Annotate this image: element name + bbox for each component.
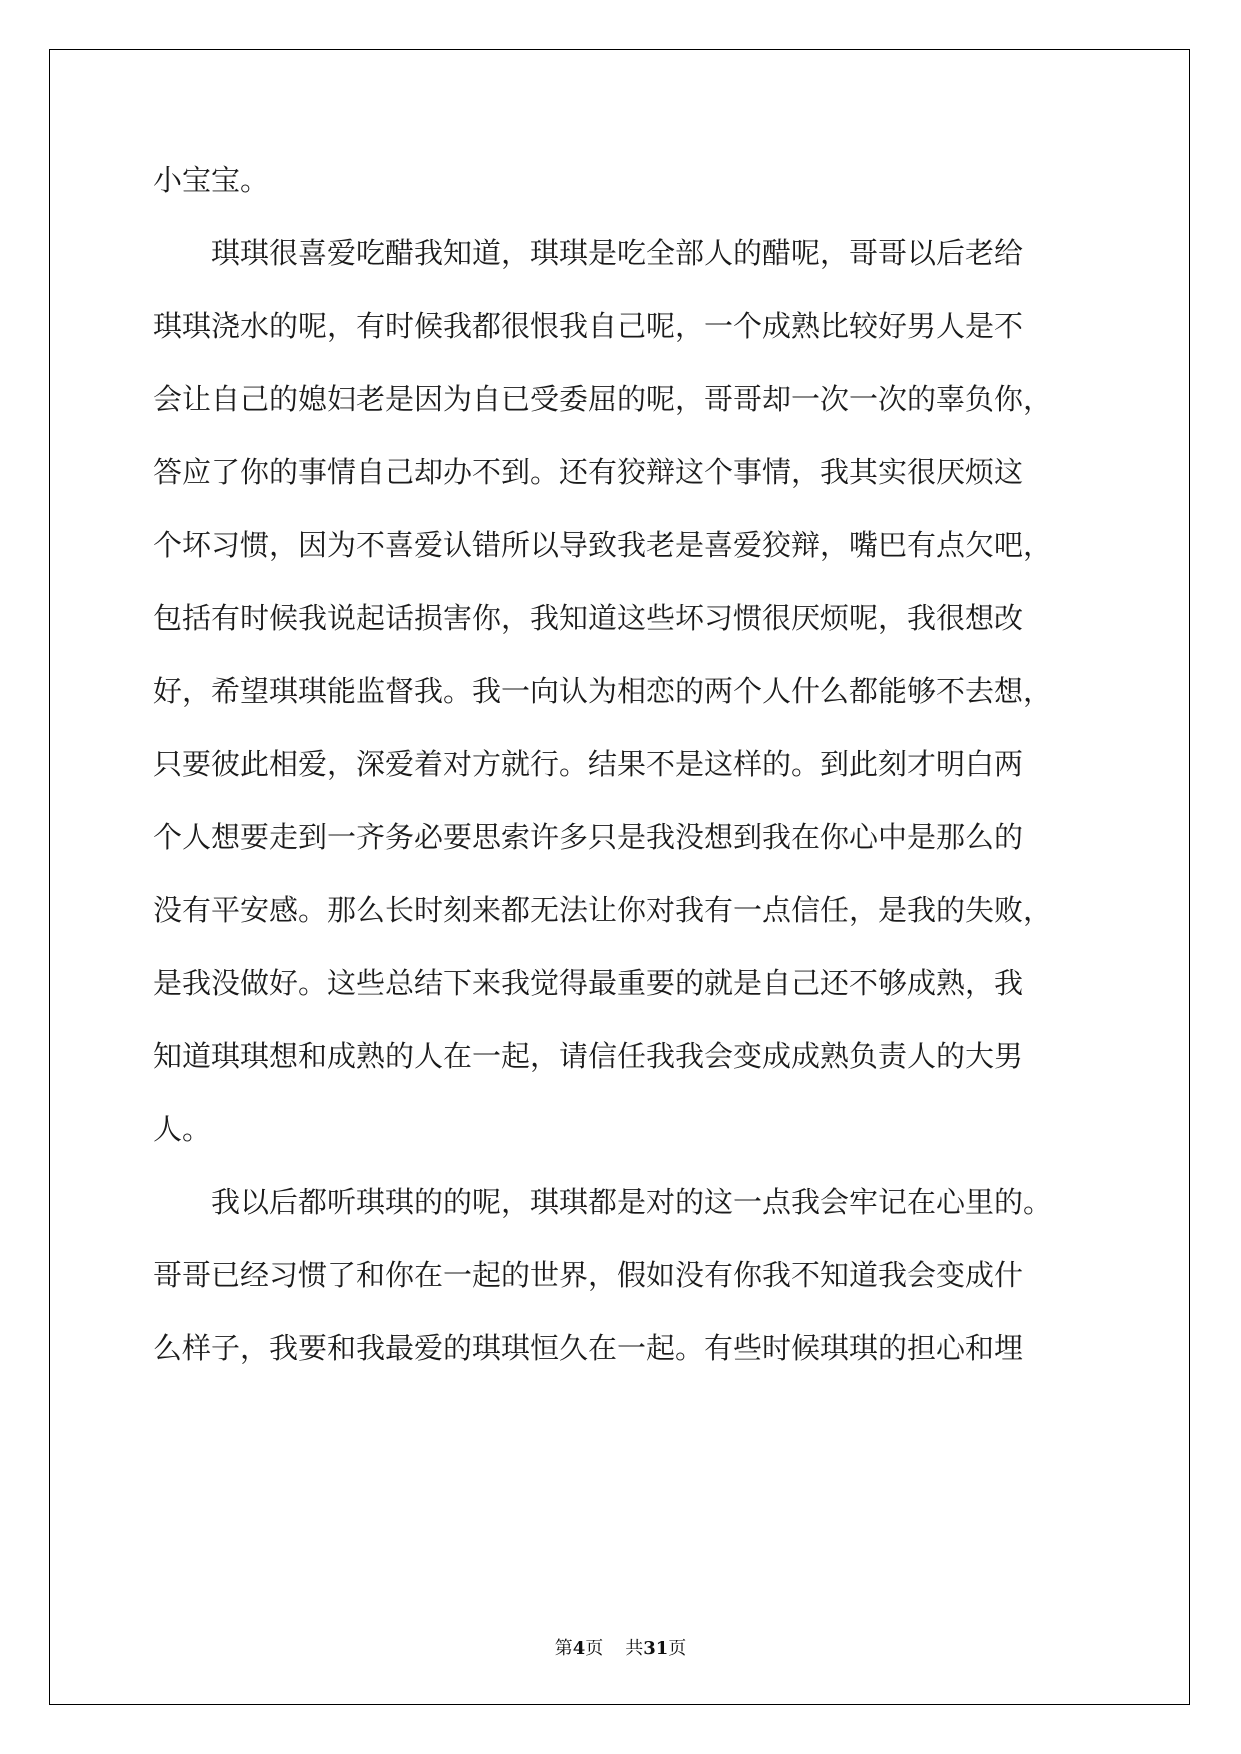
text-line: 没有平安感。那么长时刻来都无法让你对我有一点信任，是我的失败， <box>153 893 1053 927</box>
page-prefix: 第 <box>554 1638 573 1659</box>
page-suffix: 页 <box>585 1638 604 1659</box>
page-border <box>49 49 1190 1705</box>
text-line: 是我没做好。这些总结下来我觉得最重要的就是自己还不够成熟，我 <box>153 966 1024 1000</box>
text-line: 包括有时候我说起话损害你，我知道这些坏习惯很厌烦呢，我很想改 <box>153 601 1024 635</box>
text-line: 琪琪很喜爱吃醋我知道，琪琪是吃全部人的醋呢，哥哥以后老给 <box>211 236 1024 270</box>
text-line: 只要彼此相爱，深爱着对方就行。结果不是这样的。到此刻才明白两 <box>153 747 1024 781</box>
page-footer <box>0 1634 1241 1660</box>
total-prefix: 共 <box>625 1638 644 1659</box>
text-line: 小宝宝。 <box>153 163 270 197</box>
text-line: 答应了你的事情自己却办不到。还有狡辩这个事情，我其实很厌烦这 <box>153 455 1024 489</box>
total-suffix: 页 <box>668 1638 687 1659</box>
text-line: 人。 <box>153 1112 212 1146</box>
text-line: 哥哥已经习惯了和你在一起的世界，假如没有你我不知道我会变成什 <box>153 1258 1024 1292</box>
text-line: 知道琪琪想和成熟的人在一起，请信任我我会变成成熟负责人的大男 <box>153 1039 1024 1073</box>
text-line: 个坏习惯，因为不喜爱认错所以导致我老是喜爱狡辩，嘴巴有点欠吧， <box>153 528 1053 562</box>
text-line: 个人想要走到一齐务必要思索许多只是我没想到我在你心中是那么的 <box>153 820 1024 854</box>
text-line: 么样子，我要和我最爱的琪琪恒久在一起。有些时候琪琪的担心和埋 <box>153 1331 1024 1365</box>
total-pages: 31 <box>643 1638 669 1659</box>
text-line: 我以后都听琪琪的的呢，琪琪都是对的这一点我会牢记在心里的。 <box>211 1185 1053 1219</box>
text-line: 好，希望琪琪能监督我。我一向认为相恋的两个人什么都能够不去想， <box>153 674 1053 708</box>
text-line: 琪琪浇水的呢，有时候我都很恨我自己呢，一个成熟比较好男人是不 <box>153 309 1024 343</box>
page-number: 4 <box>572 1638 586 1659</box>
text-line: 会让自己的媳妇老是因为自已受委屈的呢，哥哥却一次一次的辜负你， <box>153 382 1053 416</box>
